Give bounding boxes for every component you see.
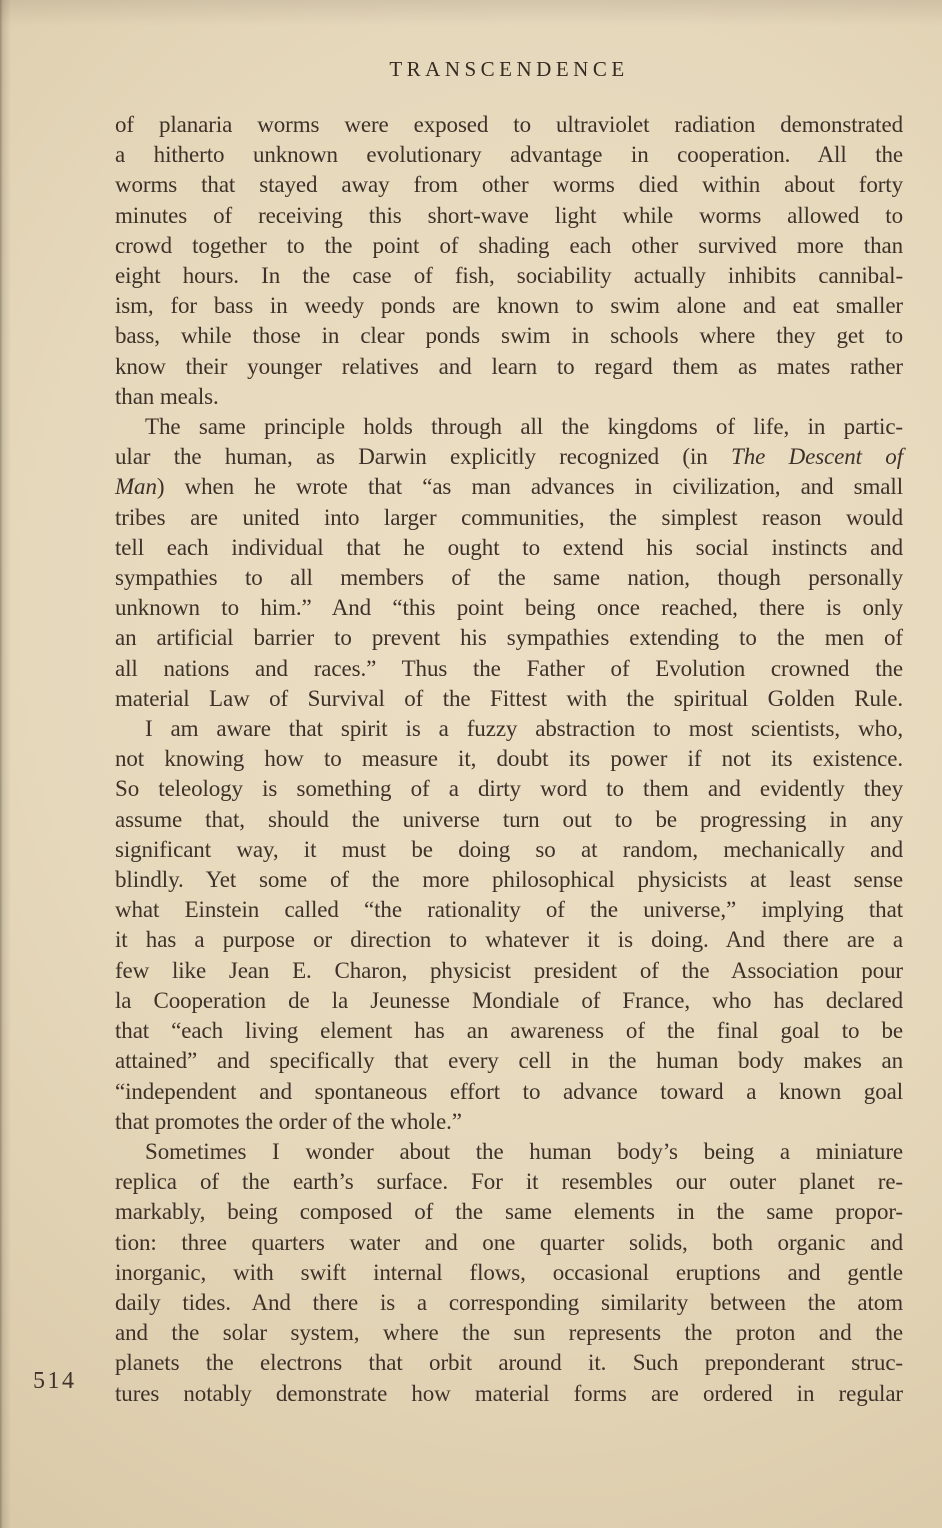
text-line: Man) when he wrote that “as man advances in civilization, and small <box>115 474 903 500</box>
text-line: eight hours. In the case of fish, sociability actually inhibits cannibal- <box>115 263 903 289</box>
text-line: The same principle holds through all the kingdoms of life, in partic- <box>145 414 903 440</box>
text-line: tures notably demonstrate how material forms are ordered in regular <box>115 1380 903 1406</box>
text-line: not knowing how to measure it, doubt its power if not its existence. <box>115 746 903 772</box>
text-line: of planaria worms were exposed to ultraviolet radiation demonstrated <box>115 112 903 137</box>
text-line: know their younger relatives and learn to regard them as mates rather <box>115 353 903 379</box>
text-line: I am aware that spirit is a fuzzy abstraction to most scientists, who, <box>145 716 903 742</box>
text-line: planets the electrons that orbit around it. Such preponderant struc- <box>115 1350 903 1376</box>
text-line: all nations and races.” Thus the Father of Evolution crowned the <box>115 655 903 681</box>
text-line: So teleology is something of a dirty word to them and evidently they <box>115 776 903 802</box>
text-line: bass, while those in clear ponds swim in schools where they get to <box>115 323 903 349</box>
text-line: an artificial barrier to prevent his sympathies extending to the men of <box>115 625 903 651</box>
running-head: TRANSCENDENCE <box>389 57 629 81</box>
text-line: tribes are united into larger communities, the simplest reason would <box>115 504 903 530</box>
text-line: it has a purpose or direction to whatever it is doing. And there are a <box>115 927 903 953</box>
text-line: material Law of Survival of the Fittest with the spiritual Golden Rule. <box>115 685 903 711</box>
text-line: tell each individual that he ought to extend his social instincts and <box>115 534 903 560</box>
text-line: unknown to him.” And “this point being once reached, there is only <box>115 595 903 621</box>
text-line: Sometimes I wonder about the human body’s being a miniature <box>145 1138 903 1164</box>
text-line: ular the human, as Darwin explicitly recognized (in The Descent of <box>115 444 903 470</box>
text-line: that “each living element has an awareness of the final goal to be <box>115 1018 903 1044</box>
text-line: inorganic, with swift internal flows, occasional eruptions and gentle <box>115 1259 903 1285</box>
text-line: sympathies to all members of the same nation, though personally <box>115 565 903 591</box>
text-line: minutes of receiving this short-wave light while worms allowed to <box>115 202 903 228</box>
text-line: assume that, should the universe turn out to be progressing in any <box>115 806 903 832</box>
text-line: la Cooperation de la Jeunesse Mondiale of France, who has declared <box>115 987 903 1013</box>
page-number: 514 <box>33 1368 77 1394</box>
text-line: replica of the earth’s surface. For it resembles our outer planet re- <box>115 1169 903 1195</box>
text-block <box>115 110 903 1409</box>
text-line: “independent and spontaneous effort to advance toward a known goal <box>115 1078 903 1104</box>
text-line: crowd together to the point of shading each other survived more than <box>115 232 903 258</box>
text-line: significant way, it must be doing so at random, mechanically and <box>115 836 903 862</box>
text-line: tion: three quarters water and one quarter solids, both organic and <box>115 1229 903 1255</box>
text-line: few like Jean E. Charon, physicist president of the Association pour <box>115 957 903 983</box>
text-line: ism, for bass in weedy ponds are known to swim alone and eat smaller <box>115 293 903 319</box>
text-line: attained” and specifically that every cell in the human body makes an <box>115 1048 903 1074</box>
text-line: markably, being composed of the same elements in the same propor- <box>115 1199 903 1225</box>
text-line: worms that stayed away from other worms died within about forty <box>115 172 903 198</box>
text-line: blindly. Yet some of the more philosophical physicists at least sense <box>115 867 903 893</box>
text-line: a hitherto unknown evolutionary advantage in cooperation. All the <box>115 142 903 168</box>
text-line: than meals. <box>115 383 219 409</box>
text-line: daily tides. And there is a corresponding similarity between the atom <box>115 1289 903 1315</box>
text-line: and the solar system, where the sun represents the proton and the <box>115 1320 903 1346</box>
text-line: what Einstein called “the rationality of the universe,” implying that <box>115 897 903 923</box>
text-line: that promotes the order of the whole.” <box>115 1108 462 1134</box>
